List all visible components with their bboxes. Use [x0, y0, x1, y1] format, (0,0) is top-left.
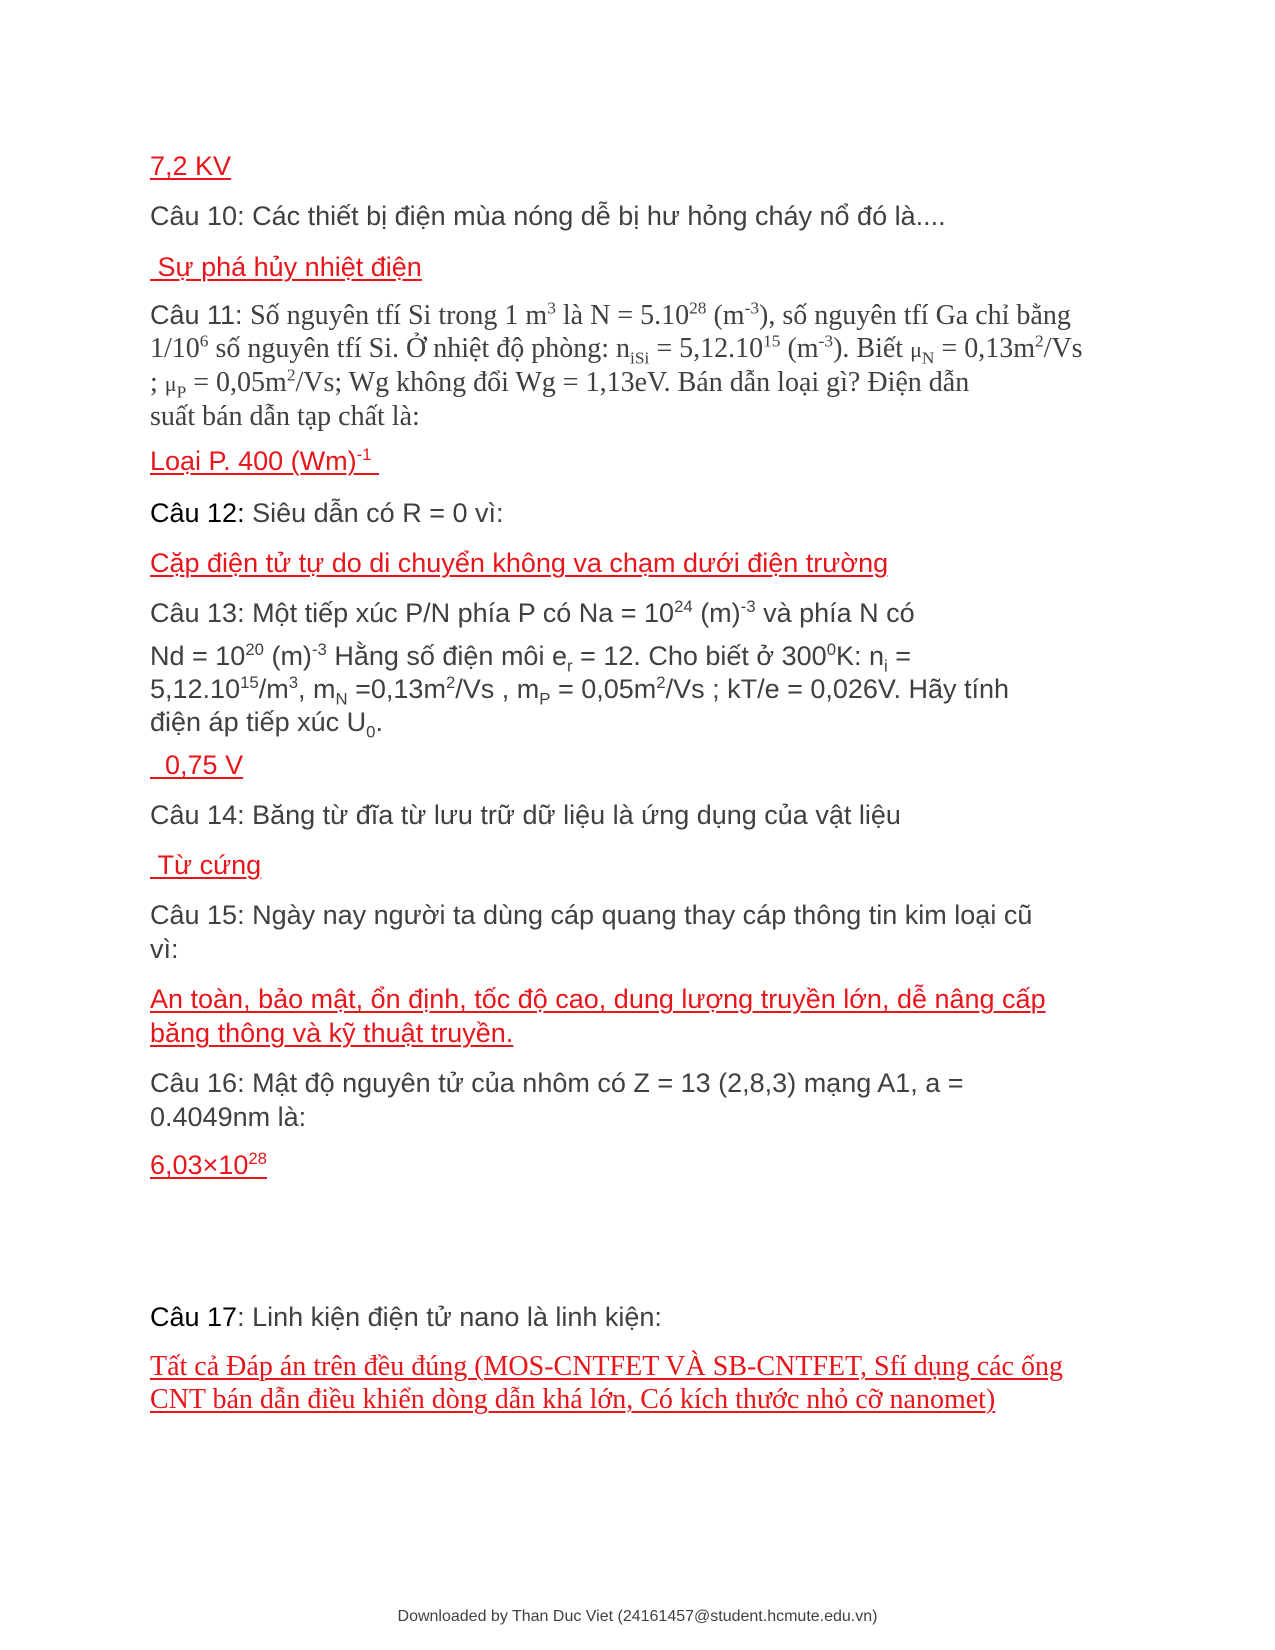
question-13-line-2: $Nd = 10^{20}$ $(m)^{-3}$ Hằng số điện môi $e_r = 12$. Cho biết ở $300^0K$: $n_i$ = — [150, 640, 912, 676]
question-14: Câu 14: Băng từ đĩa từ lưu trữ dữ liệu là ứng dụng của vật liệu — [150, 800, 901, 830]
answer-10: Sự phá hủy nhiệt điện — [157, 252, 422, 282]
answer-14: Từ cứng — [157, 850, 262, 880]
question-13-line-4: điện áp tiếp xúc $U_0$. — [150, 707, 383, 742]
question-10: Câu 10: Các thiết bị điện mùa nóng dễ bị hư hỏng cháy nổ đó là.... — [150, 201, 946, 231]
answer-13: 0,75 V — [165, 750, 244, 780]
page-footer: Downloaded by Than Duc Viet (24161457@student.hcmute.edu.vn) — [397, 1608, 878, 1625]
answer-9: 7,2 KV — [150, 151, 232, 181]
mu-icon: μ — [164, 371, 177, 396]
answer-15-line-1: An toàn, bảo mật, ổn định, tốc độ cao, dung lượng truyền lớn, dễ nâng cấp — [150, 984, 1046, 1014]
mu-icon: μ — [910, 337, 922, 362]
answer-17-line-1: Tất cả Đáp án trên đều đúng (MOS-CNTFET VÀ SB-CNTFET, Sfí dụng các ống — [150, 1351, 1063, 1382]
question-11-line-3: ; $\mu_P = 0,05m^2/Vs$; Wg không đổi Wg = 1,13eV. Bán dẫn loại gì? Điện dẫn — [150, 365, 970, 402]
question-13-line-1: Câu 13: Một tiếp xúc P/N phía P có $Na = 10^{24}$ $(m)^{-3}$ và phía N có — [150, 597, 915, 628]
answer-17-line-2: CNT bán dẫn điều khiển dòng dẫn khá lớn, Có kích thước nhỏ cỡ nanomet) — [150, 1384, 996, 1415]
question-13-line-3: $5,12.10^{15}/m^3$, $m_N =0,13m^2/Vs$ , $m_P = 0,05m^2/Vs$ ; kT/e = 0,026V. Hãy tính — [150, 673, 1010, 709]
answer-11: Loại P. 400 $(Wm)^{-1}$ — [150, 445, 372, 476]
question-15-line-2: vì: — [150, 934, 179, 964]
question-11-line-2: $1/10^6$ số nguyên tfí Si. Ở nhiệt độ phòng: $n_{iSi} = 5,12.10^{15}$ $(m^{-3})$. Biết $\mu_N = 0,13m^2/Vs$ — [150, 331, 1083, 368]
question-17: Câu 17: Linh kiện điện tử nano là linh kiện: — [150, 1302, 662, 1332]
answer-12: Cặp điện tử tự do di chuyển không va chạm dưới điện trường — [150, 548, 889, 578]
question-16-line-2: 0.4049nm là: — [150, 1102, 307, 1132]
answer-16: $6,03\times 10^{28}$ — [150, 1149, 267, 1180]
question-11-line-1: Câu 11: Số nguyên tfí Si trong 1 $m^3$ là $N = 5.10^{28}$ $(m^{-3})$, số nguyên tfí Ga chỉ bằng — [150, 298, 1071, 331]
answer-15-line-2: băng thông và kỹ thuật truyền. — [150, 1018, 514, 1048]
question-11-line-4: suất bán dẫn tạp chất là: — [150, 401, 420, 432]
question-12: Câu 12: Siêu dẫn có R = 0 vì: — [150, 498, 504, 528]
question-15-line-1: Câu 15: Ngày nay người ta dùng cáp quang thay cáp thông tin kim loại cũ — [150, 900, 1033, 930]
question-16-line-1: Câu 16: Mật độ nguyên tử của nhôm có Z = 13 (2,8,3) mạng A1, a = — [150, 1068, 964, 1098]
